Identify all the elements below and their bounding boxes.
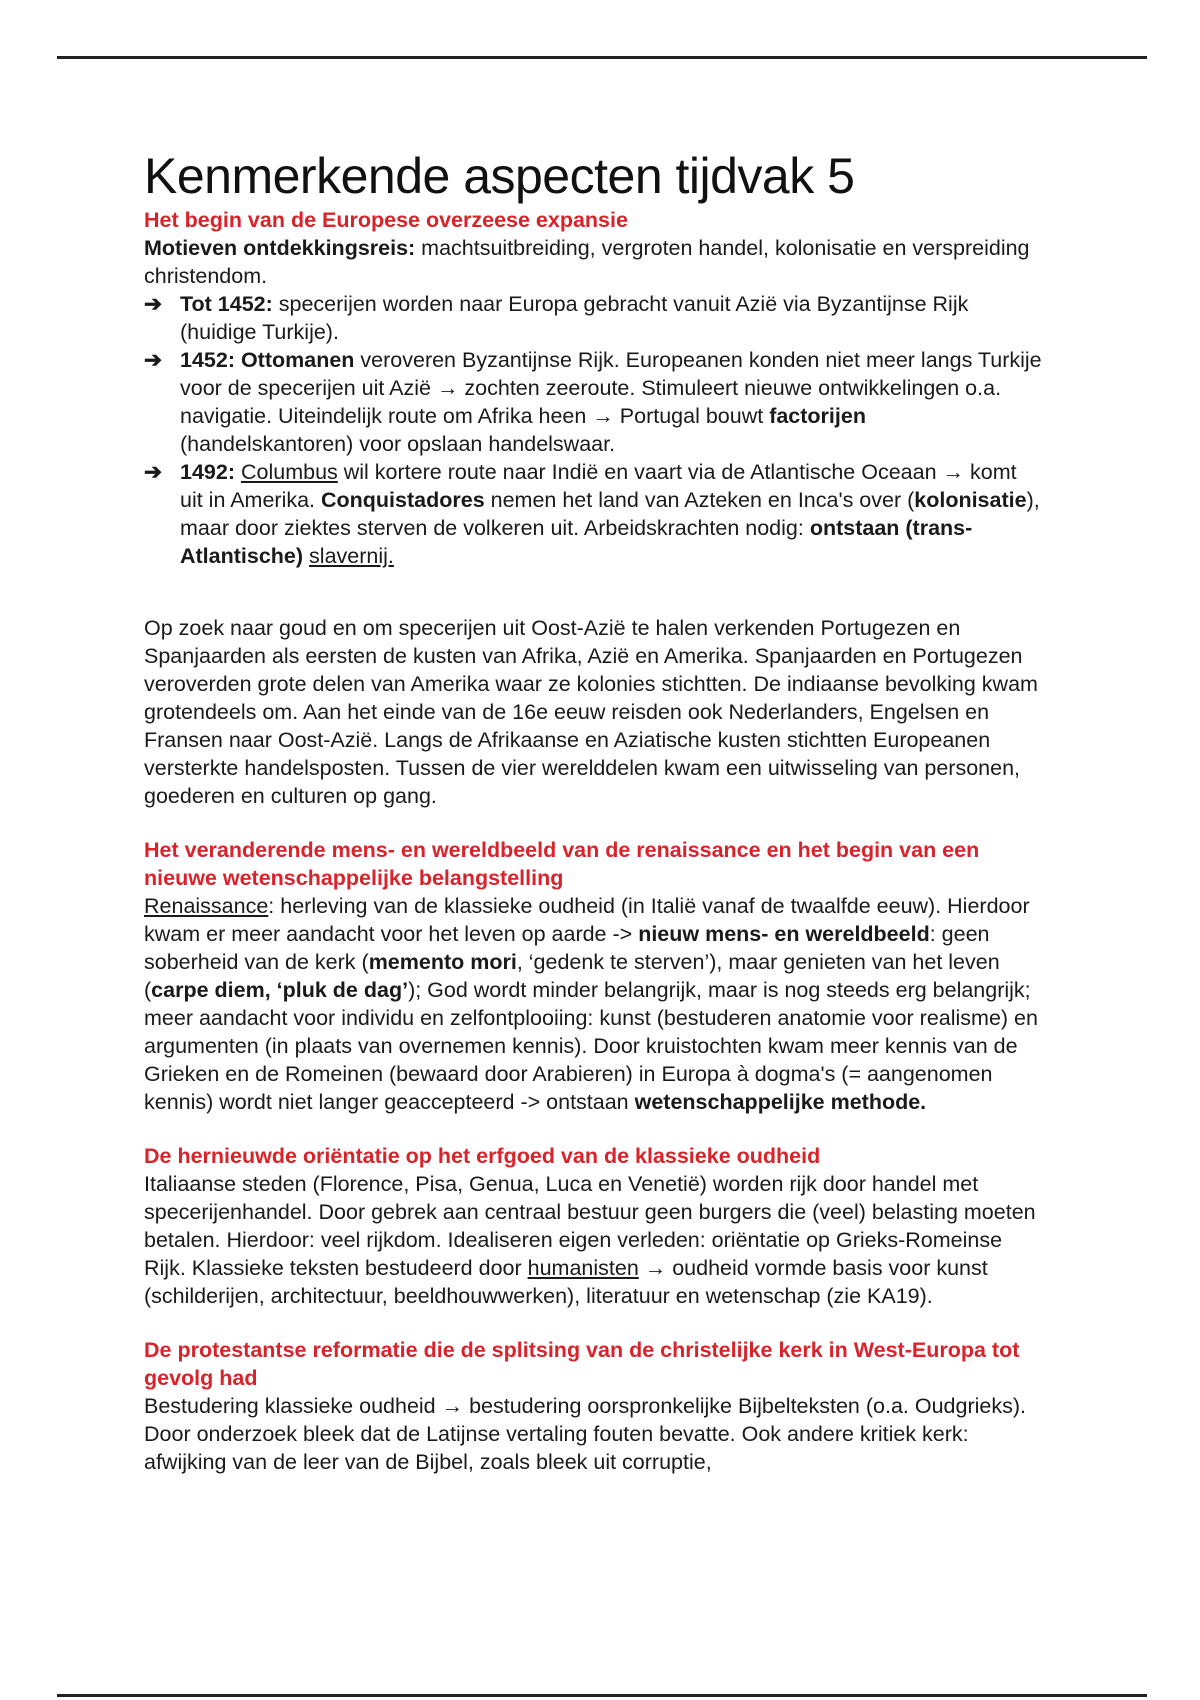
- bold-term: carpe diem, ‘pluk de dag’: [151, 978, 409, 1002]
- text-run: : geen soberheid van de kerk (: [144, 922, 990, 974]
- bold-term: factorijen: [769, 404, 866, 428]
- motives-label: Motieven ontdekkingsreis:: [144, 236, 416, 260]
- motives-paragraph: [144, 234, 1044, 290]
- bold-term: 1492:: [180, 460, 235, 484]
- motives-text: machtsuitbreiding, vergroten handel, kolonisatie en verspreiding christendom.: [144, 236, 1030, 288]
- text-run: Italiaanse steden (Florence, Pisa, Genua, Luca en Venetië) worden rijk door handel met specerijenhandel. Door gebrek aan centraal bestuur geen burgers die (veel) belasting moeten betalen. Hierdoor: veel rijkdom. Idealiseren eigen verleden: oriëntatie op Grieks-Romeinse Rijk. Klassieke teksten bestudeerd door: [144, 1172, 1036, 1280]
- list-item: [144, 458, 1044, 570]
- renaissance-paragraph: [144, 892, 1044, 1116]
- list-item-text: [180, 348, 1042, 456]
- underlined-term: humanisten: [527, 1256, 639, 1280]
- text-run: → oudheid vormde basis voor kunst (schilderijen, architectuur, beeldhouwwerken), literatuur en wetenschap (zie KA19).: [144, 1256, 988, 1308]
- text-run: ); God wordt minder belangrijk, maar is nog steeds erg belangrijk; meer aandacht voor individu en zelfontplooiing: kunst (bestuderen anatomie voor realisme) en argumenten (in plaats van overnemen kennis). Door kruistochten kwam meer kennis van de Grieken en de Romeinen (bewaard door Arabieren) in Europa à dogma's (= aangenomen kennis) wordt niet langer geaccepteerd -> ontstaan: [144, 978, 1038, 1114]
- document-page: [144, 146, 1044, 1476]
- classical-heritage-paragraph: [144, 1170, 1044, 1310]
- text-run: nemen het land van Azteken en Inca's over (: [484, 488, 915, 512]
- document-title: Kenmerkende aspecten tijdvak 5: [144, 148, 855, 204]
- arrow-right-icon: ➔: [144, 292, 163, 316]
- reformation-paragraph: [144, 1392, 1044, 1476]
- list-item-text: [180, 460, 1040, 568]
- bottom-rule: [57, 1694, 1147, 1697]
- timeline-list: [144, 290, 1044, 570]
- bold-term: Tot 1452:: [180, 292, 273, 316]
- expansion-summary-paragraph: Op zoek naar goud en om specerijen uit Oost-Azië te halen verkenden Portugezen en Spanjaarden als eersten de kusten van Afrika, Azië en Amerika. Spanjaarden en Portugezen veroverden grote delen van Amerika waar ze kolonies stichtten. De indiaanse bevolking kwam grotendeels om. Aan het einde van de 16e eeuw reisden ook Nederlanders, Engelsen en Fransen naar Oost-Azië. Langs de Afrikaanse en Aziatische kusten stichtten Europeanen versterkte handelsposten. Tussen de vier werelddelen kwam een uitwisseling van personen, goederen en culturen op gang.: [144, 616, 1038, 808]
- text-run: (handelskantoren) voor opslaan handelswaar.: [180, 432, 616, 456]
- spacer: [144, 1310, 1044, 1336]
- bold-term: wetenschappelijke methode.: [634, 1090, 927, 1114]
- text-run: Bestudering klassieke oudheid → bestudering oorspronkelijke Bijbelteksten (o.a. Oudgrieks). Door onderzoek bleek dat de Latijnse vertaling fouten bevatte. Ook andere kritiek kerk: afwijking van de leer van de Bijbel, zoals bleek uit corruptie,: [144, 1394, 1026, 1474]
- text-run: , ‘gedenk te sterven’), maar genieten van het leven (: [144, 950, 1000, 1002]
- spacer: [144, 810, 1044, 836]
- arrow-right-icon: ➔: [144, 348, 163, 372]
- section-heading-renaissance: Het veranderende mens- en wereldbeeld van de renaissance en het begin van een nieuwe wetenschappelijke belangstelling: [144, 838, 980, 890]
- section-heading-expansion: Het begin van de Europese overzeese expansie: [144, 208, 628, 232]
- text-run: : herleving van de klassieke oudheid (in Italië vanaf de twaalfde eeuw). Hierdoor kwam er meer aandacht voor het leven op aarde ->: [144, 894, 1030, 946]
- underlined-term: slavernij.: [309, 544, 394, 568]
- text-run: veroveren Byzantijnse Rijk. Europeanen konden niet meer langs Turkije voor de specerijen uit Azië → zochten zeeroute. Stimuleert nieuwe ontwikkelingen o.a. navigatie. Uiteindelijk route om Afrika heen → Portugal bouwt: [180, 348, 1042, 428]
- text-run: ), maar door ziektes sterven de volkeren uit. Arbeidskrachten nodig:: [180, 488, 1040, 540]
- list-item: [144, 346, 1044, 458]
- section-heading-reformation: De protestantse reformatie die de splitsing van de christelijke kerk in West-Europa tot gevolg had: [144, 1338, 1020, 1390]
- bold-term: 1452: Ottomanen: [180, 348, 355, 372]
- spacer: [144, 1116, 1044, 1142]
- underlined-term: Columbus: [240, 460, 338, 484]
- bold-term: ontstaan (trans-Atlantische): [180, 516, 973, 568]
- list-item: [144, 290, 1044, 346]
- underlined-term: Renaissance: [144, 894, 269, 918]
- text-run: wil kortere route naar Indië en vaart via de Atlantische Oceaan → komt uit in Amerika.: [180, 460, 1017, 512]
- bold-term: nieuw mens- en wereldbeeld: [638, 922, 930, 946]
- bold-term: Conquistadores: [321, 488, 485, 512]
- text-run: specerijen worden naar Europa gebracht vanuit Azië via Byzantijnse Rijk (huidige Turkije).: [180, 292, 969, 344]
- list-item-text: [180, 292, 968, 344]
- spacer: [144, 570, 1044, 614]
- arrow-right-icon: ➔: [144, 460, 163, 484]
- bold-term: memento mori: [368, 950, 517, 974]
- section-heading-classical-heritage: De hernieuwde oriëntatie op het erfgoed van de klassieke oudheid: [144, 1144, 821, 1168]
- top-rule: [57, 56, 1147, 59]
- bold-term: kolonisatie: [914, 488, 1027, 512]
